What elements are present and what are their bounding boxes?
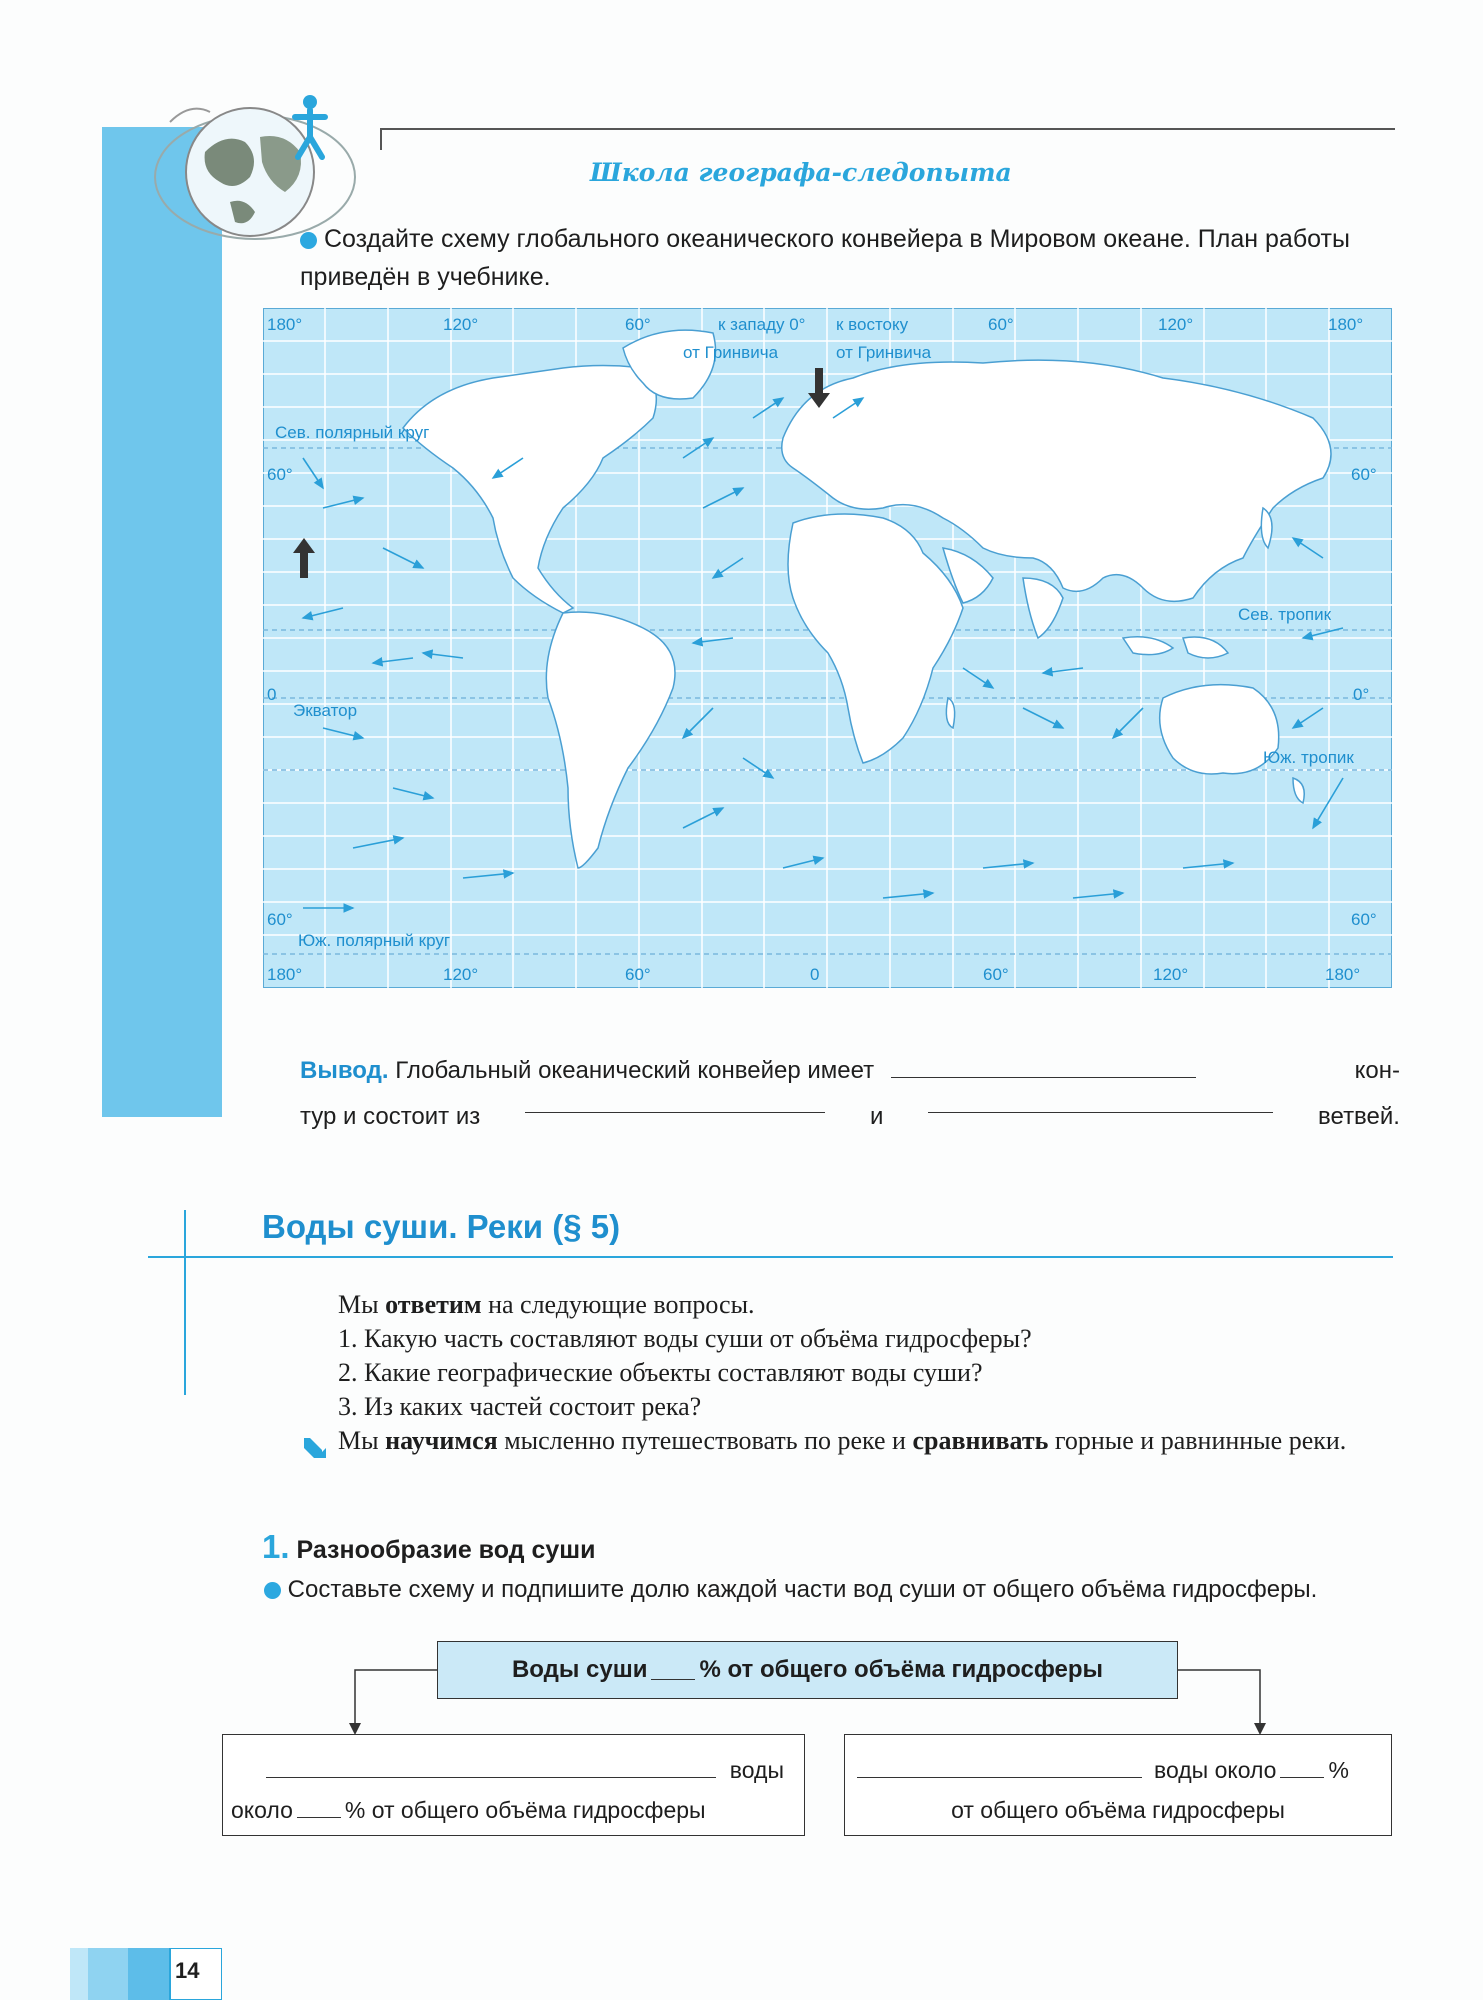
section-title: Воды суши. Реки (§ 5) [262,1208,621,1245]
lat-label: 60° [1351,910,1377,929]
lon-label: 180° [1328,315,1364,334]
intro-pre: Мы [338,1290,379,1319]
task-scheme [264,1572,1394,1608]
branch-blank-1[interactable] [525,1094,825,1113]
conclusion-text-3: тур и состоит из [300,1103,481,1130]
conclusion-text-2: кон- [1354,1057,1400,1084]
left-percent-blank[interactable] [297,1799,341,1818]
task-scheme-text: Составьте схему и подпишите долю каждой части вод суши от общего объёма гидросферы. [287,1576,1318,1603]
conclusion-text-1: Глобальный океанический конвейер имеет [395,1057,875,1084]
greenwich-west-label: от Гринвича [683,343,779,362]
subsection-heading [262,1528,595,1566]
lon-label: 180° [267,965,303,984]
right-box-text-1: воды около [1154,1757,1277,1783]
lon-label: 60° [625,965,651,984]
lon-label: 60° [625,315,651,334]
learn-post: горные и равнинные реки. [1054,1426,1347,1455]
scheme-top-pre: Воды суши [511,1656,648,1683]
lat-label: 60° [1351,465,1377,484]
lon-label: 120° [443,315,479,334]
question-item: 2. Какие географические объекты составляют воды суши? [338,1358,983,1387]
question-item: 3. Из каких частей состоит река? [338,1392,702,1421]
scheme-right-box [844,1734,1392,1836]
conclusion-label: Вывод. [300,1057,389,1084]
pen-icon [302,1434,328,1460]
decorative-sidebar [102,127,222,1117]
section-questions [338,1288,1393,1458]
page-number: 14 [175,1958,200,1983]
branch-blank-2[interactable] [928,1094,1273,1113]
section-rule-horizontal [148,1256,1393,1258]
header-rule-tick [380,128,382,150]
greenwich-east-label: от Гринвича [836,343,932,362]
conclusion [300,1048,1400,1140]
learn-bold-2: сравнивать [912,1426,1049,1455]
section-rule-vertical [184,1210,186,1395]
lon-label: 0 [810,965,820,984]
conclusion-text-4: и [869,1103,884,1130]
scheme-left-box [222,1734,805,1836]
scheme-top-post: % от общего объёма гидросферы [699,1656,1104,1683]
tropic-capricorn-label: Юж. тропик [1263,748,1354,767]
rubric-title: Школа географа-следопыта [590,158,1012,187]
lon-label: к востоку [836,315,909,334]
left-box-text-3: % от общего объёма гидросферы [344,1797,706,1823]
learn-mid: мысленно путешествовать по реке и [504,1426,906,1455]
right-percent-blank[interactable] [1280,1759,1324,1778]
lon-label: 180° [267,315,303,334]
lat-label: 60° [267,465,293,484]
arctic-circle-label: Сев. полярный круг [275,423,430,442]
lon-label: 60° [988,315,1014,334]
lon-label: 180° [1325,965,1361,984]
left-part-name-blank[interactable] [266,1759,716,1778]
learn-pre: Мы [338,1426,379,1455]
left-box-text-1: воды [729,1757,784,1783]
right-box-text-3: от общего объёма гидросферы [951,1797,1285,1823]
question-item: 1. Какую часть составляют воды суши от объёма гидросферы? [338,1324,1032,1353]
right-part-name-blank[interactable] [857,1759,1142,1778]
scheme-connectors [340,1665,1280,1737]
task-map-text: Создайте схему глобального океанического конвейера в Мировом океане. План работы приведён в учебнике. [300,225,1350,291]
conclusion-text-5: ветвей. [1318,1103,1400,1130]
equator-label: Экватор [293,701,358,720]
lon-label: 120° [443,965,479,984]
tropic-cancer-label: Сев. тропик [1238,605,1332,624]
task-map [300,220,1400,296]
lon-label: к западу 0° [718,315,806,334]
lat-label: 0° [1353,685,1370,704]
lon-label: 120° [1158,315,1194,334]
antarctic-circle-label: Юж. полярный круг [298,931,451,950]
bullet-icon [264,1582,281,1599]
left-box-text-2: около [231,1797,293,1823]
lat-label: 60° [267,910,293,929]
intro-post: на следующие вопросы. [488,1290,755,1319]
lon-label: 120° [1153,965,1189,984]
contour-blank[interactable] [891,1059,1196,1078]
bullet-icon [300,232,317,249]
subsection-number: 1. [262,1528,290,1565]
lon-label: 60° [983,965,1009,984]
lat-label: 0 [267,685,277,704]
right-box-text-2: % [1328,1757,1349,1783]
world-currents-map [263,308,1392,988]
learn-bold-1: научимся [385,1426,498,1455]
subsection-title: Разнообразие вод суши [296,1536,596,1564]
intro-bold: ответим [385,1290,482,1319]
header-rule [380,128,1395,130]
